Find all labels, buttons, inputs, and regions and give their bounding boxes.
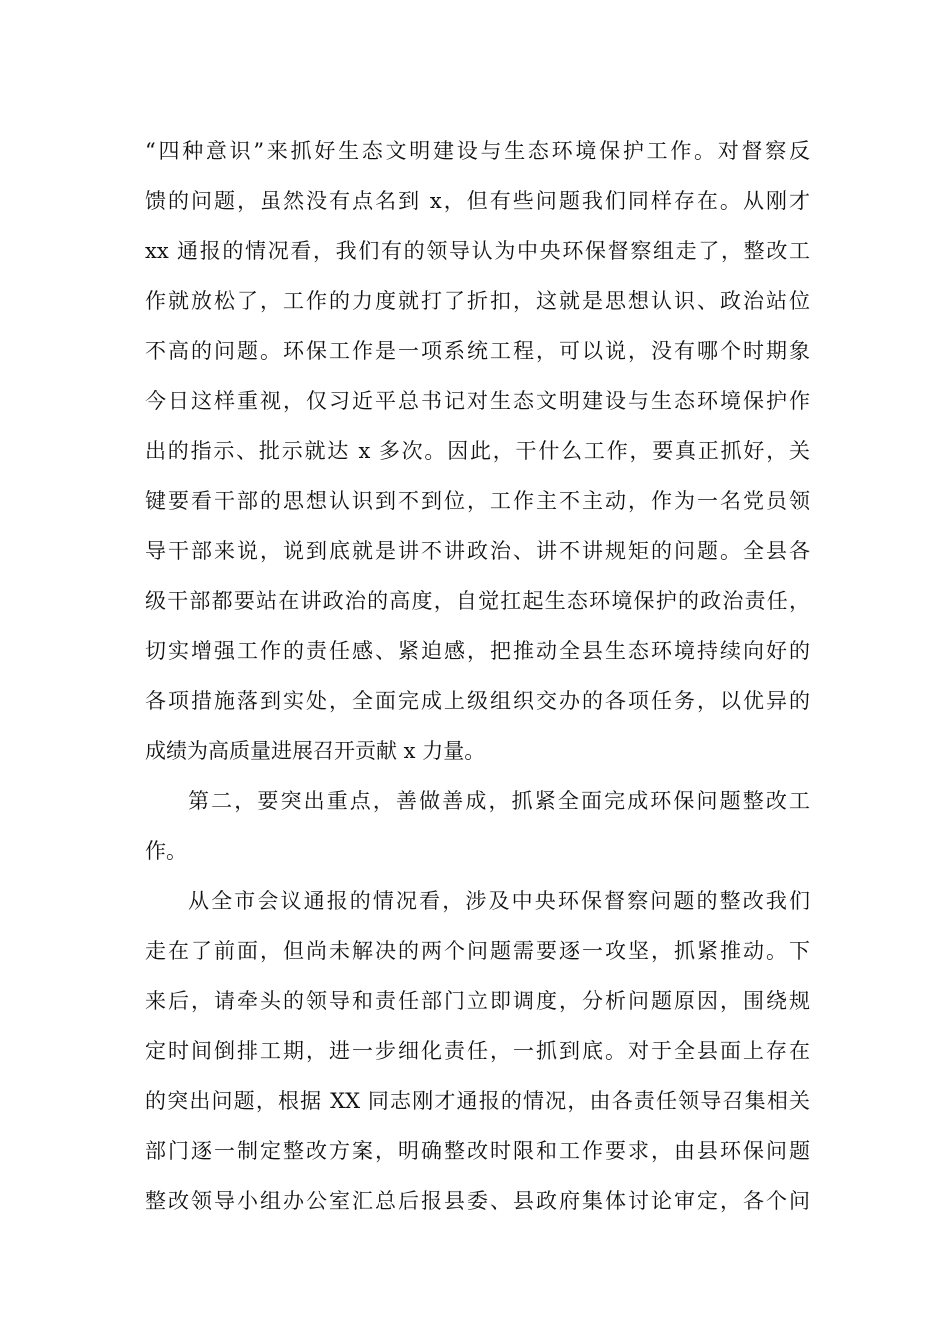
text-line: 作就放松了，工作的力度就打了折扣，这就是思想认识、政治站位: [145, 289, 810, 313]
text-line: xx 通报的情况看，我们有的领导认为中央环保督察组走了，整改工: [145, 239, 810, 263]
text-line: 走在了前面，但尚未解决的两个问题需要逐一攻坚，抓紧推动。下: [145, 939, 810, 963]
text-line: 定时间倒排工期，进一步细化责任，一抓到底。对于全县面上存在: [145, 1039, 810, 1063]
text-line: 来后，请牵头的领导和责任部门立即调度，分析问题原因，围绕规: [145, 989, 810, 1013]
document-body: [145, 126, 810, 1226]
text-line: 各项措施落到实处，全面完成上级组织交办的各项任务，以优异的: [145, 689, 810, 713]
paragraph-1: [145, 126, 810, 776]
text-line: 整改领导小组办公室汇总后报县委、县政府集体讨论审定，各个问: [145, 1189, 810, 1213]
text-line: 级干部都要站在讲政治的高度，自觉扛起生态环境保护的政治责任，: [145, 589, 810, 613]
text-line: 切实增强工作的责任感、紧迫感，把推动全县生态环境持续向好的: [145, 639, 810, 663]
text-line: 作。: [145, 839, 187, 863]
text-line: 第二，要突出重点，善做善成，抓紧全面完成环保问题整改工: [188, 789, 810, 813]
text-line: 馈的问题，虽然没有点名到 x，但有些问题我们同样存在。从刚才: [145, 189, 810, 213]
text-line: “四种意识”来抓好生态文明建设与生态环境保护工作。对督察反: [145, 139, 810, 163]
text-line: 今日这样重视，仅习近平总书记对生态文明建设与生态环境保护作: [145, 389, 810, 413]
text-line: 成绩为高质量进展召开贡献 x 力量。: [145, 739, 486, 763]
text-line: 的突出问题，根据 XX 同志刚才通报的情况，由各责任领导召集相关: [145, 1089, 810, 1113]
text-line: 从全市会议通报的情况看，涉及中央环保督察问题的整改我们: [188, 889, 810, 913]
text-line: 导干部来说，说到底就是讲不讲政治、讲不讲规矩的问题。全县各: [145, 539, 810, 563]
text-line: 键要看干部的思想认识到不到位，工作主不主动，作为一名党员领: [145, 489, 810, 513]
text-line: 部门逐一制定整改方案，明确整改时限和工作要求，由县环保问题: [145, 1139, 810, 1163]
text-line: 不高的问题。环保工作是一项系统工程，可以说，没有哪个时期象: [145, 339, 810, 363]
paragraph-3: [145, 876, 810, 1226]
paragraph-2: [145, 776, 810, 876]
text-line: 出的指示、批示就达 x 多次。因此，干什么工作，要真正抓好，关: [145, 439, 810, 463]
